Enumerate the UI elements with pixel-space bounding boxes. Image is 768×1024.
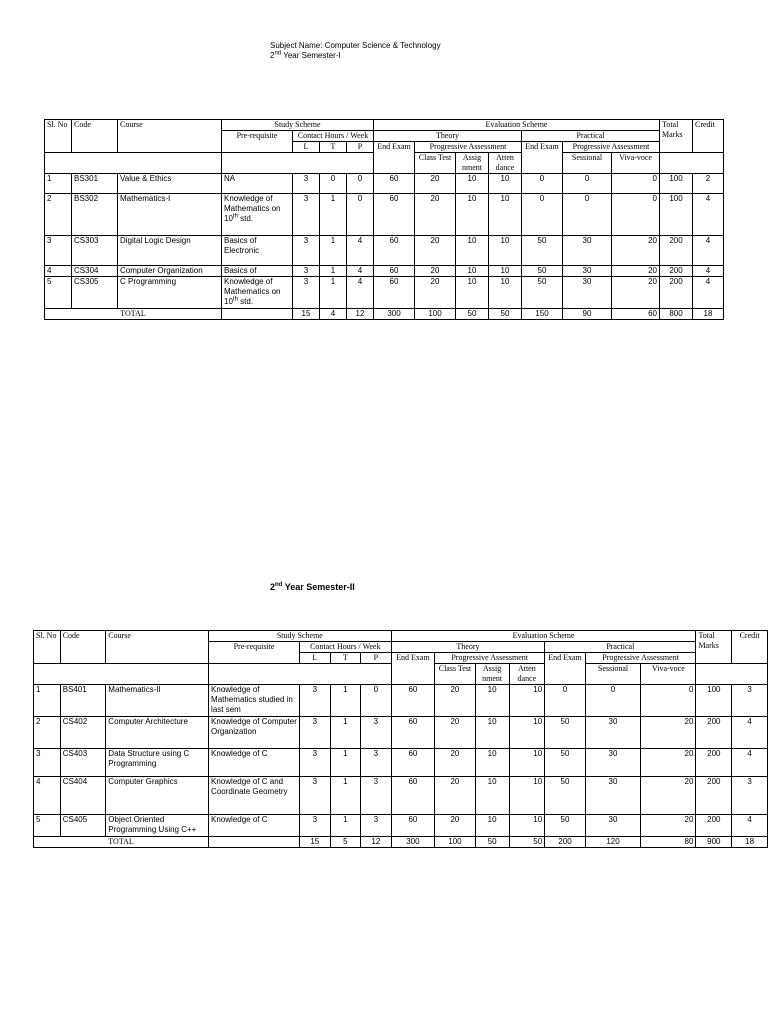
semester-2-title: 2nd Year Semester-II xyxy=(270,582,355,592)
col-class-test: Class Test xyxy=(435,664,476,685)
total-credit: 18 xyxy=(732,837,768,848)
cell-course: Digital Logic Design xyxy=(118,236,222,266)
table-row xyxy=(45,194,724,236)
cell-practical-end: 50 xyxy=(545,749,586,777)
cell-total: 200 xyxy=(660,236,693,266)
cell-class-test: 20 xyxy=(415,277,456,309)
cell-credit: 4 xyxy=(693,277,724,309)
total-marks: 900 xyxy=(696,837,732,848)
col-t: T xyxy=(320,142,347,153)
cell-l: 3 xyxy=(300,749,331,777)
cell-course: Computer Architecture xyxy=(106,717,209,749)
total-theory-end: 300 xyxy=(374,309,415,320)
table-row xyxy=(34,815,768,837)
header-spacer xyxy=(222,153,374,174)
cell-total: 200 xyxy=(696,717,732,749)
cell-assignment: 10 xyxy=(475,685,509,717)
cell-practical-end: 50 xyxy=(522,277,563,309)
cell-total: 200 xyxy=(696,777,732,815)
cell-theory-end: 60 xyxy=(374,174,415,194)
total-assignment: 50 xyxy=(475,837,509,848)
cell-t: 1 xyxy=(320,236,347,266)
cell-course: C Programming xyxy=(118,277,222,309)
cell-attendance: 10 xyxy=(489,174,522,194)
col-t: T xyxy=(330,653,360,664)
cell-l: 3 xyxy=(300,717,331,749)
cell-sl: 5 xyxy=(34,815,61,837)
semester-2-table xyxy=(33,630,768,848)
cell-viva: 0 xyxy=(641,685,696,717)
cell-attendance: 10 xyxy=(509,685,545,717)
cell-sessional: 0 xyxy=(563,194,612,236)
cell-sessional: 30 xyxy=(563,266,612,277)
cell-credit: 3 xyxy=(732,685,768,717)
cell-sl: 5 xyxy=(45,277,72,309)
cell-course: Computer Organization xyxy=(118,266,222,277)
col-progressive-assessment: Progressive Assessment xyxy=(415,142,522,153)
cell-theory-end: 60 xyxy=(391,815,435,837)
cell-credit: 2 xyxy=(693,174,724,194)
col-p: P xyxy=(361,653,392,664)
col-evaluation-scheme: Evaluation Scheme xyxy=(391,631,696,642)
cell-class-test: 20 xyxy=(435,749,476,777)
cell-course: Data Structure using C Programming xyxy=(106,749,209,777)
cell-prerequisite: Knowledge of Mathematics studied in last sem xyxy=(209,685,300,717)
subject-header xyxy=(270,41,441,61)
total-row xyxy=(45,309,724,320)
cell-code: BS401 xyxy=(60,685,106,717)
total-p: 12 xyxy=(361,837,392,848)
cell-p: 0 xyxy=(347,174,374,194)
cell-code: CS402 xyxy=(60,717,106,749)
cell-t: 1 xyxy=(330,717,360,749)
total-sessional: 90 xyxy=(563,309,612,320)
cell-t: 1 xyxy=(330,777,360,815)
cell-class-test: 20 xyxy=(435,717,476,749)
cell-credit: 3 xyxy=(732,777,768,815)
cell-p: 3 xyxy=(361,777,392,815)
cell-sessional: 30 xyxy=(585,777,640,815)
cell-assignment: 10 xyxy=(456,236,489,266)
col-practical: Practical xyxy=(522,131,660,142)
col-evaluation-scheme: Evaluation Scheme xyxy=(374,120,660,131)
cell-credit: 4 xyxy=(693,194,724,236)
cell-prerequisite: Knowledge of Mathematics on 10th std. xyxy=(222,277,293,309)
cell-code: BS301 xyxy=(72,174,118,194)
cell-assignment: 10 xyxy=(456,266,489,277)
cell-prerequisite: Basics of Electronic xyxy=(222,236,293,266)
col-study-scheme: Study Scheme xyxy=(222,120,374,131)
cell-prerequisite: Knowledge of C xyxy=(209,815,300,837)
cell-practical-end: 0 xyxy=(522,174,563,194)
header-spacer xyxy=(209,664,392,685)
cell-credit: 4 xyxy=(732,815,768,837)
col-theory-end-exam: End Exam xyxy=(374,142,415,174)
col-p: P xyxy=(347,142,374,153)
cell-credit: 4 xyxy=(693,266,724,277)
table-row xyxy=(45,277,724,309)
cell-sl: 2 xyxy=(34,717,61,749)
cell-credit: 4 xyxy=(693,236,724,266)
cell-code: BS302 xyxy=(72,194,118,236)
cell-class-test: 20 xyxy=(415,194,456,236)
subject-name: Subject Name: Computer Science & Technology xyxy=(270,41,441,50)
cell-class-test: 20 xyxy=(435,777,476,815)
cell-sessional: 30 xyxy=(563,236,612,266)
cell-sl: 4 xyxy=(45,266,72,277)
col-theory-end-exam: End Exam xyxy=(391,653,435,685)
total-theory-end: 300 xyxy=(391,837,435,848)
col-practical-end-exam: End Exam xyxy=(545,653,586,685)
cell-viva: 0 xyxy=(612,194,660,236)
cell-total: 100 xyxy=(660,174,693,194)
total-class-test: 100 xyxy=(435,837,476,848)
cell-course: Object Oriented Programming Using C++ xyxy=(106,815,209,837)
cell-viva: 20 xyxy=(612,277,660,309)
cell-total: 100 xyxy=(696,685,732,717)
col-progressive-assessment: Progressive Assessment xyxy=(435,653,545,664)
table-row xyxy=(45,266,724,277)
cell-viva: 0 xyxy=(612,174,660,194)
cell-code: CS303 xyxy=(72,236,118,266)
table-row xyxy=(34,749,768,777)
cell-assignment: 10 xyxy=(456,174,489,194)
cell-viva: 20 xyxy=(641,815,696,837)
cell-p: 3 xyxy=(361,749,392,777)
col-course: Course xyxy=(118,120,222,153)
cell-p: 0 xyxy=(347,194,374,236)
cell-credit: 4 xyxy=(732,717,768,749)
col-code: Code xyxy=(60,631,106,664)
cell-sessional: 30 xyxy=(585,815,640,837)
cell-l: 3 xyxy=(300,815,331,837)
col-theory: Theory xyxy=(374,131,522,142)
cell-theory-end: 60 xyxy=(374,266,415,277)
total-class-test: 100 xyxy=(415,309,456,320)
col-attendance: Atten dance xyxy=(509,664,545,685)
total-practical-end: 150 xyxy=(522,309,563,320)
cell-attendance: 10 xyxy=(489,266,522,277)
cell-l: 3 xyxy=(293,174,320,194)
cell-l: 3 xyxy=(293,266,320,277)
cell-l: 3 xyxy=(293,194,320,236)
cell-sl: 3 xyxy=(34,749,61,777)
cell-total: 200 xyxy=(660,266,693,277)
cell-prerequisite: Basics of xyxy=(222,266,293,277)
cell-p: 3 xyxy=(361,717,392,749)
table-row xyxy=(34,685,768,717)
total-l: 15 xyxy=(300,837,331,848)
cell-code: CS403 xyxy=(60,749,106,777)
semester-1-title: 2nd Year Semester-I xyxy=(270,50,341,60)
total-sessional: 120 xyxy=(585,837,640,848)
cell-course: Mathematics-II xyxy=(106,685,209,717)
cell-viva: 20 xyxy=(641,717,696,749)
cell-class-test: 20 xyxy=(435,815,476,837)
header-spacer xyxy=(45,153,222,174)
col-assignment: Assig nment xyxy=(475,664,509,685)
col-study-scheme: Study Scheme xyxy=(209,631,392,642)
cell-practical-end: 0 xyxy=(522,194,563,236)
header-spacer xyxy=(660,153,724,174)
cell-sl: 2 xyxy=(45,194,72,236)
total-row xyxy=(34,837,768,848)
cell-viva: 20 xyxy=(641,777,696,815)
cell-total: 200 xyxy=(696,749,732,777)
col-total-marks: Total Marks xyxy=(696,631,732,664)
cell-viva: 20 xyxy=(641,749,696,777)
cell-assignment: 10 xyxy=(475,749,509,777)
table-row xyxy=(45,174,724,194)
cell-practical-end: 0 xyxy=(545,685,586,717)
total-t: 5 xyxy=(330,837,360,848)
cell-class-test: 20 xyxy=(435,685,476,717)
cell-sl: 3 xyxy=(45,236,72,266)
cell-attendance: 10 xyxy=(489,236,522,266)
col-theory: Theory xyxy=(391,642,545,653)
cell-t: 1 xyxy=(320,194,347,236)
cell-theory-end: 60 xyxy=(374,194,415,236)
cell-prerequisite: Knowledge of Computer Organization xyxy=(209,717,300,749)
cell-code: CS404 xyxy=(60,777,106,815)
cell-prerequisite: Knowledge of Mathematics on 10th std. xyxy=(222,194,293,236)
cell-viva: 20 xyxy=(612,236,660,266)
cell-t: 1 xyxy=(320,277,347,309)
col-prerequisite: Pre-requisite xyxy=(209,642,300,664)
cell-credit: 4 xyxy=(732,749,768,777)
cell-prerequisite: Knowledge of C and Coordinate Geometry xyxy=(209,777,300,815)
cell-p: 0 xyxy=(361,685,392,717)
total-attendance: 50 xyxy=(509,837,545,848)
header-row xyxy=(45,120,724,131)
cell-practical-end: 50 xyxy=(522,266,563,277)
table-row xyxy=(45,236,724,266)
cell-theory-end: 60 xyxy=(391,685,435,717)
cell-t: 1 xyxy=(330,749,360,777)
cell-attendance: 10 xyxy=(489,194,522,236)
table-row xyxy=(34,777,768,815)
col-prerequisite: Pre-requisite xyxy=(222,131,293,153)
cell-practical-end: 50 xyxy=(545,777,586,815)
cell-course: Value & Ethics xyxy=(118,174,222,194)
cell-l: 3 xyxy=(293,236,320,266)
cell-theory-end: 60 xyxy=(391,717,435,749)
cell-total: 200 xyxy=(660,277,693,309)
cell-assignment: 10 xyxy=(475,777,509,815)
col-practical-end-exam: End Exam xyxy=(522,142,563,174)
cell-p: 4 xyxy=(347,266,374,277)
cell-t: 1 xyxy=(330,685,360,717)
cell-l: 3 xyxy=(300,685,331,717)
cell-assignment: 10 xyxy=(456,194,489,236)
cell-sessional: 0 xyxy=(585,685,640,717)
cell-total: 100 xyxy=(660,194,693,236)
col-sessional: Sessional xyxy=(563,153,612,174)
col-viva-voce: Viva-voce xyxy=(612,153,660,174)
total-p: 12 xyxy=(347,309,374,320)
col-contact-hours: Contact Hours / Week xyxy=(293,131,374,142)
col-practical: Practical xyxy=(545,642,696,653)
total-marks: 800 xyxy=(660,309,693,320)
cell-class-test: 20 xyxy=(415,174,456,194)
col-attendance: Atten dance xyxy=(489,153,522,174)
cell-sessional: 30 xyxy=(585,749,640,777)
cell-assignment: 10 xyxy=(456,277,489,309)
total-viva: 60 xyxy=(612,309,660,320)
col-credit: Credit xyxy=(732,631,768,664)
cell-theory-end: 60 xyxy=(374,236,415,266)
table-row xyxy=(34,717,768,749)
col-total-marks: Total Marks xyxy=(660,120,693,153)
cell-class-test: 20 xyxy=(415,236,456,266)
cell-assignment: 10 xyxy=(475,815,509,837)
col-practical-progressive-assessment: Progressive Assessment xyxy=(585,653,696,664)
cell-sl: 1 xyxy=(45,174,72,194)
col-course: Course xyxy=(106,631,209,664)
total-prereq-empty xyxy=(222,309,293,320)
cell-code: CS305 xyxy=(72,277,118,309)
total-credit: 18 xyxy=(693,309,724,320)
cell-attendance: 10 xyxy=(489,277,522,309)
total-label: TOTAL xyxy=(45,309,222,320)
cell-viva: 20 xyxy=(612,266,660,277)
cell-practical-end: 50 xyxy=(545,815,586,837)
col-sessional: Sessional xyxy=(585,664,640,685)
cell-course: Computer Graphics xyxy=(106,777,209,815)
header-spacer xyxy=(696,664,768,685)
cell-attendance: 10 xyxy=(509,717,545,749)
cell-total: 200 xyxy=(696,815,732,837)
cell-practical-end: 50 xyxy=(522,236,563,266)
cell-theory-end: 60 xyxy=(374,277,415,309)
total-label: TOTAL xyxy=(34,837,209,848)
cell-prerequisite: Knowledge of C xyxy=(209,749,300,777)
col-class-test: Class Test xyxy=(415,153,456,174)
total-t: 4 xyxy=(320,309,347,320)
total-attendance: 50 xyxy=(489,309,522,320)
total-practical-end: 200 xyxy=(545,837,586,848)
header-row xyxy=(34,631,768,642)
col-l: L xyxy=(293,142,320,153)
header-spacer xyxy=(34,664,209,685)
cell-attendance: 10 xyxy=(509,777,545,815)
cell-sessional: 30 xyxy=(563,277,612,309)
col-sl: Sl. No xyxy=(45,120,72,153)
cell-practical-end: 50 xyxy=(545,717,586,749)
cell-t: 1 xyxy=(330,815,360,837)
col-contact-hours: Contact Hours / Week xyxy=(300,642,392,653)
col-viva-voce: Viva-voce xyxy=(641,664,696,685)
cell-theory-end: 60 xyxy=(391,777,435,815)
cell-sl: 1 xyxy=(34,685,61,717)
cell-t: 0 xyxy=(320,174,347,194)
cell-code: CS304 xyxy=(72,266,118,277)
cell-sessional: 0 xyxy=(563,174,612,194)
cell-assignment: 10 xyxy=(475,717,509,749)
col-sl: Sl. No xyxy=(34,631,61,664)
cell-prerequisite: NA xyxy=(222,174,293,194)
total-assignment: 50 xyxy=(456,309,489,320)
semester-1-table xyxy=(44,119,724,320)
cell-attendance: 10 xyxy=(509,749,545,777)
cell-p: 4 xyxy=(347,277,374,309)
total-viva: 80 xyxy=(641,837,696,848)
cell-sessional: 30 xyxy=(585,717,640,749)
col-l: L xyxy=(300,653,331,664)
total-l: 15 xyxy=(293,309,320,320)
cell-theory-end: 60 xyxy=(391,749,435,777)
cell-p: 4 xyxy=(347,236,374,266)
cell-p: 3 xyxy=(361,815,392,837)
cell-sl: 4 xyxy=(34,777,61,815)
cell-l: 3 xyxy=(300,777,331,815)
col-credit: Credit xyxy=(693,120,724,153)
col-assignment: Assig nment xyxy=(456,153,489,174)
col-practical-progressive-assessment: Progressive Assessment xyxy=(563,142,660,153)
cell-code: CS405 xyxy=(60,815,106,837)
cell-l: 3 xyxy=(293,277,320,309)
cell-t: 1 xyxy=(320,266,347,277)
cell-course: Mathematics-I xyxy=(118,194,222,236)
cell-attendance: 10 xyxy=(509,815,545,837)
cell-class-test: 20 xyxy=(415,266,456,277)
total-prereq-empty xyxy=(209,837,300,848)
col-code: Code xyxy=(72,120,118,153)
